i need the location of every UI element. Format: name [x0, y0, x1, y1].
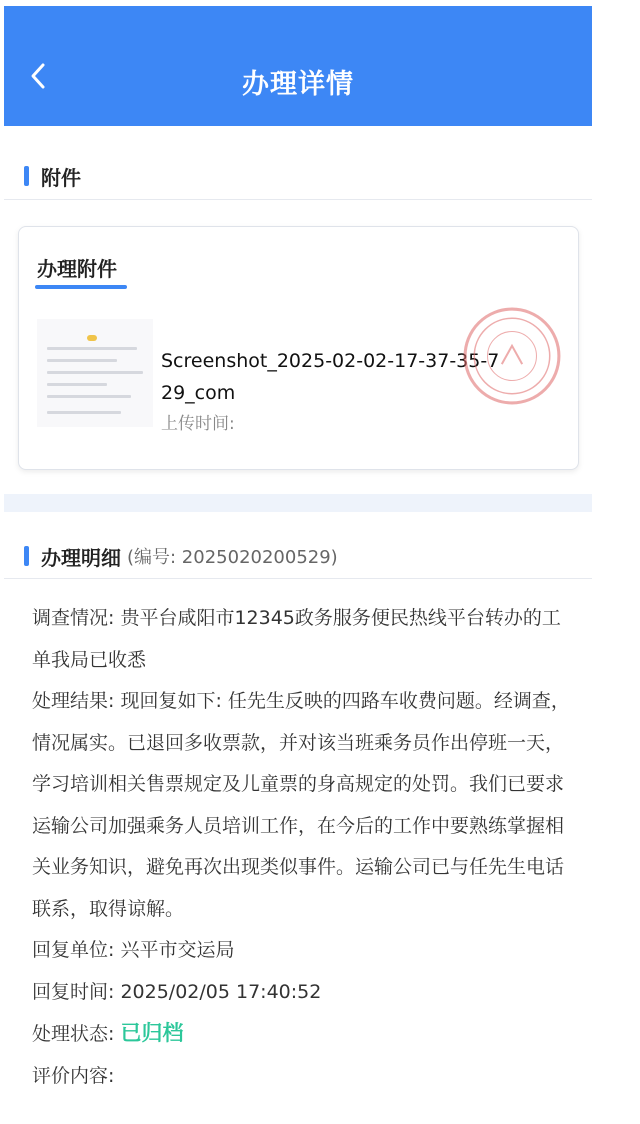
investigation-label: 调查情况: — [32, 607, 115, 629]
attachment-thumbnail[interactable] — [37, 319, 153, 427]
details-section-title: 办理明细 — [41, 545, 121, 570]
details-section-header — [4, 534, 592, 578]
status-badge: 已归档 — [120, 1021, 184, 1045]
thumb-line — [47, 383, 107, 386]
investigation-text: 贵平台咸阳市12345政务服务便民热线平台转办的工单我局已收悉 — [32, 607, 561, 671]
attachments-section-header — [4, 154, 592, 198]
section-accent-bar — [24, 166, 29, 186]
card-title-underline — [35, 285, 127, 289]
official-seal-stamp — [461, 305, 563, 407]
investigation-row — [32, 598, 572, 681]
attachment-card — [18, 226, 579, 470]
evaluation-row — [32, 1056, 572, 1098]
result-row — [32, 681, 572, 930]
reply-unit-label: 回复单位: — [32, 939, 115, 961]
evaluation-label: 评价内容: — [32, 1064, 115, 1087]
thumb-mark — [87, 335, 97, 341]
thumb-line — [47, 347, 137, 350]
result-label: 处理结果: — [32, 690, 115, 712]
reply-unit-value: 兴平市交运局 — [120, 939, 235, 961]
page-title: 办理详情 — [242, 69, 354, 100]
attachment-card-title: 办理附件 — [37, 257, 117, 281]
thumb-line — [47, 359, 117, 362]
reply-time-label: 回复时间: — [32, 980, 115, 1003]
reply-time-value: 2025/02/05 17:40:52 — [120, 980, 322, 1003]
section-divider — [4, 199, 592, 200]
thumb-line — [47, 395, 131, 398]
attachments-section-title: 附件 — [41, 165, 81, 190]
header-bar — [4, 6, 592, 126]
status-label: 处理状态: — [32, 1023, 115, 1045]
app-frame — [4, 6, 592, 1120]
section-separator — [4, 494, 592, 512]
result-text: 现回复如下: 任先生反映的四路车收费问题。经调查，情况属实。已退回多收票款，并对该当班乘务员作出停班一天，学习培训相关售票规定及儿童票的身高规定的处罚。我们已要求运输公司加强乘务人员培训工作，在今后的工作中要熟练掌握相关业务知识，避免再次出现类似事件。运输公司已与任先生电话联系，取得谅解。 — [32, 690, 570, 920]
status-row — [32, 1013, 572, 1056]
thumb-line — [47, 371, 143, 374]
upload-time-label: 上传时间: — [161, 414, 235, 434]
details-number: (编号: 2025020200529) — [127, 547, 338, 568]
attachment-file-name[interactable]: Screenshot_2025-02-02-17-37-35-729_com — [161, 350, 500, 404]
section-accent-bar — [24, 546, 29, 566]
reply-time-row — [32, 972, 572, 1014]
section-divider — [4, 578, 592, 579]
reply-unit-row — [32, 930, 572, 972]
thumb-line — [47, 411, 121, 414]
details-body — [32, 598, 572, 1097]
